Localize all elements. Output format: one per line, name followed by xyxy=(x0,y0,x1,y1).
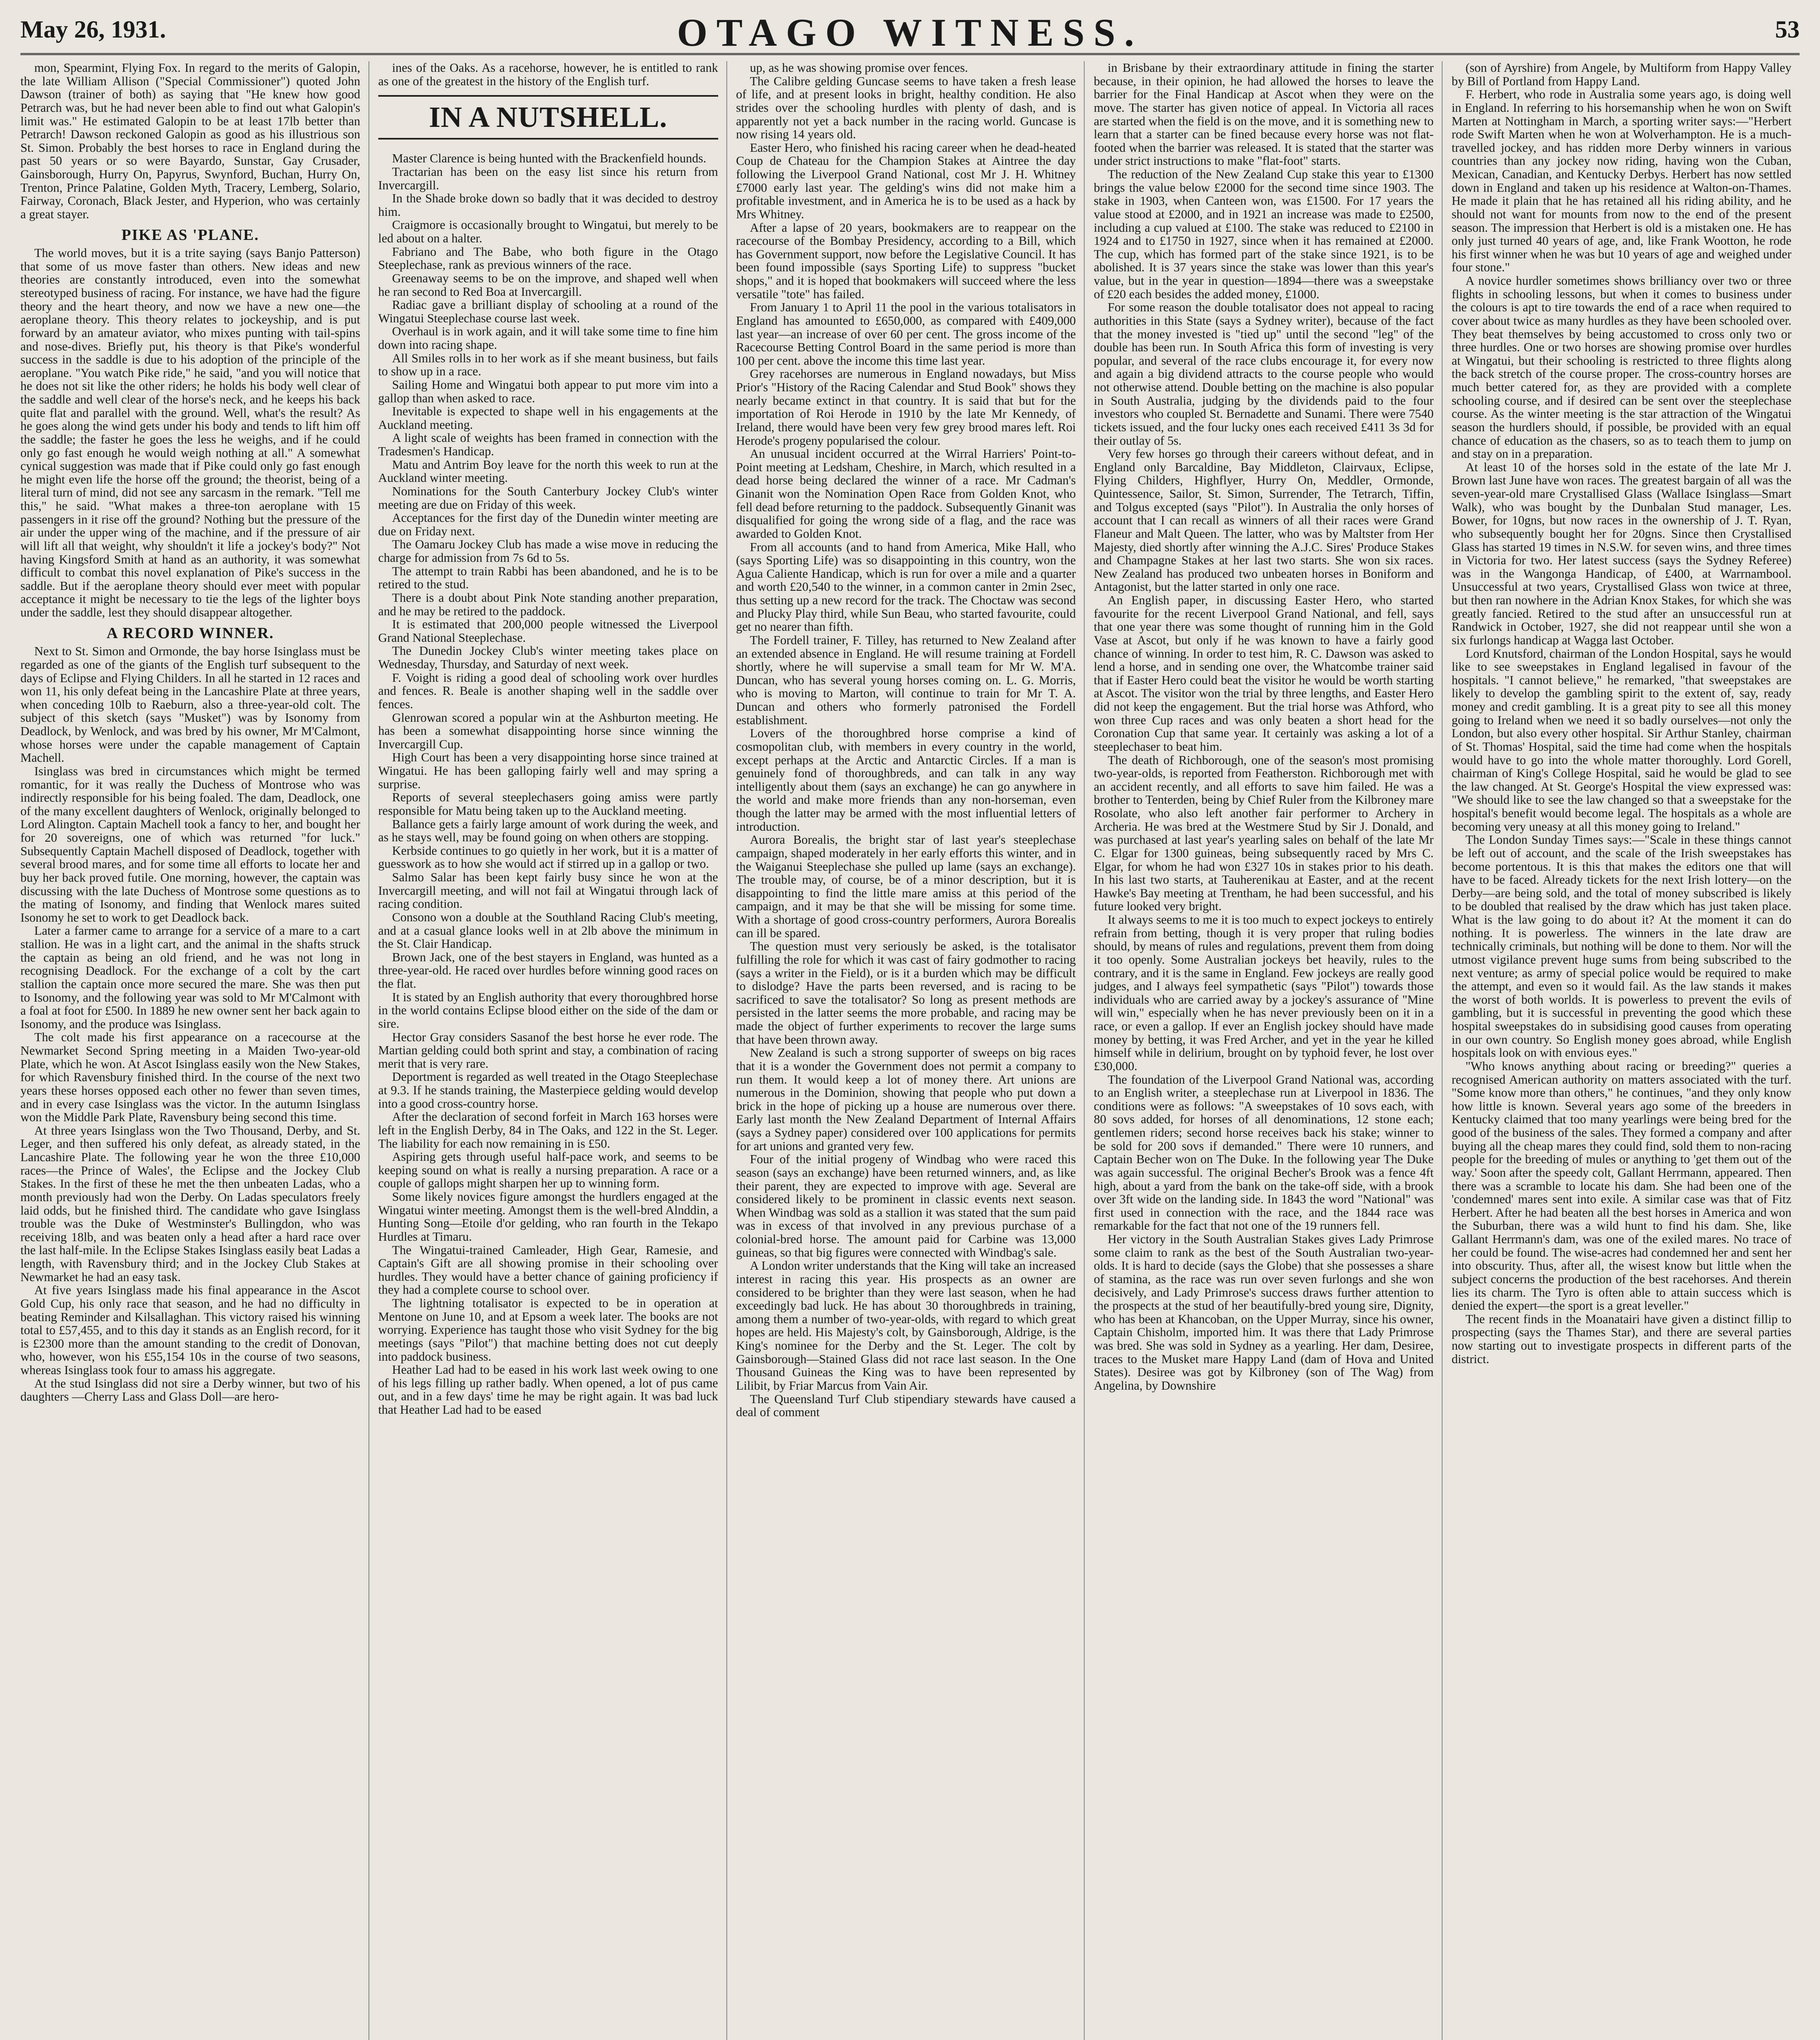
paragraph: Lovers of the thoroughbred horse comprise a kind of cosmopolitan club, with members in every country in the world, except perhaps at the Arctic and Antarctic Circles. If a man is genuinely fond of thoroughbreds, and can talk in any way intelligently about them (says an exchange) he can go anywhere in the world and make more friends than any non-horseman, even though the latter may be armed with the most influential letters of introduction. xyxy=(736,726,1076,834)
paragraph: Salmo Salar has been kept fairly busy since he won at the Invercargill meeting, and will not fail at Wingatui through lack of racing condition. xyxy=(378,870,718,911)
paragraph: Lord Knutsford, chairman of the London Hospital, says he would like to see sweepstakes in England legalised in favour of the hospitals. "I cannot believe," he remarked, "that sweepstakes are likely to develop the gambling spirit to the extent of, say, ready money and credit gambling. It is a great pity to see all this money going to Ireland when we need it so badly ourselves—not only the London, but also every other hospital. Sir Arthur Stanley, chairman of St. Thomas' Hospital, said the time had come when the hospitals would have to go into the whole matter thoroughly. Lord Gorell, chairman of King's College Hospital, said he would be glad to see the law changed. At St. George's Hospital the view expressed was: "We should like to see the law changed so that a sweepstake for the hospital's benefit would become legal. The hospitals as a whole are becoming very uneasy at all this money going to Ireland." xyxy=(1452,646,1791,834)
paragraph: An English paper, in discussing Easter Hero, who started favourite for the recent Liverpool Grand National, and fell, says that one year there was some thought of running him in the Gold Vase at Ascot, but only if he was known to have a fairly good chance of winning. In order to test him, R. C. Dawson was asked to lend a horse, and in sending one over, the Whatcombe trainer said that if Easter Hero could beat the visitor he would be worth starting at Ascot. The visitor won the trial by three lengths, and Easter Hero did not keep the engagement. But the trial horse was Athford, who won three Cup races and was only beaten a short head for the Coronation Cup that same year. It certainly was asking a lot of a steeplechaser to beat him. xyxy=(1094,593,1434,754)
paragraph: Consono won a double at the Southland Racing Club's meeting, and at a casual glance looks well in at 2lb above the minimum in the St. Clair Handicap. xyxy=(378,910,718,951)
col1-intro xyxy=(20,61,360,221)
col1-pike-article xyxy=(20,246,360,619)
paragraph: Isinglass was bred in circumstances which might be termed romantic, for it was really the Duchess of Montrose who was indirectly responsible for his being foaled. The dam, Deadlock, one of the many excellent daughters of Wenlock, originally belonged to Lord Alington. Captain Machell took a fancy to her, and bought her for 20 sovereigns, one of which was returned "for luck." Subsequently Captain Machell disposed of Deadlock, together with several brood mares, and for some time all efforts to locate her and buy her back proved futile. One morning, however, the captain was discussing with the late Duchess of Montrose some questions as to the mating of Isonomy, and finding that Wenlock mares suited Isonomy he set to work to get Deadlock back. xyxy=(20,764,360,925)
paragraph: Master Clarence is being hunted with the Brackenfield hounds. xyxy=(392,151,706,166)
paragraph: Glenrowan scored a popular win at the Ashburton meeting. He has been a somewhat disappointing horse since winning the Invercargill Cup. xyxy=(378,710,718,751)
heading-record-winner: A RECORD WINNER. xyxy=(107,624,274,642)
col1-record-article xyxy=(20,645,360,1404)
paragraph: The Fordell trainer, F. Tilley, has returned to New Zealand after an extended absence in England. He will resume training at Fordell shortly, where he will supervise a small team for Mr W. M'A. Duncan, who has several young horses coming on. L. G. Morris, who is moving to Marton, will continue to train for Mr T. A. Duncan and others who formerly patronised the Fordell establishment. xyxy=(736,633,1076,727)
paragraph: The attempt to train Rabbi has been abandoned, and he is to be retired to the stud. xyxy=(378,564,718,592)
column-5 xyxy=(1452,61,1800,2040)
heading-pike-as-plane: PIKE AS 'PLANE. xyxy=(121,226,260,244)
paragraph: The death of Richborough, one of the season's most promising two-year-olds, is reported from Featherston. Richborough met with an accident recently, and all efforts to save him failed. He was a brother to Tenterden, being by Chief Ruler from the Kilbroney mare Rosolate, who also left another fair performer to Archery in Archeria. He was bred at the Westmere Stud by Sir J. Donald, and was purchased at last year's yearling sales on behalf of the late Mr C. Elgar for 1300 guineas, being subsequently raced by Mrs C. Elgar, for whom he had won £327 10s in stakes prior to his death. In his last two starts, at Tauherenikau at Easter, and at the recent Hawke's Bay meeting at Trentham, he had been successful, and his future looked very bright. xyxy=(1094,753,1434,914)
paragraph: Ballance gets a fairly large amount of work during the week, and as he stays well, may be found going on when others are stopping. xyxy=(378,817,718,845)
paragraph: The London Sunday Times says:—"Scale in these things cannot be left out of account, and the scale of the Irish sweepstakes has become portentous. It is this that makes the editors one that will have to be faced. Already tickets for the next Irish lottery—on the Derby—are being sold, and the total of money subscribed is likely to be doubled that realised by the draw which has just taken place. What is the law going to do about it? At the moment it can do nothing. It is powerless. The winners in the late draw are technically criminals, but nothing will be done to them. Nor will the utmost vigilance prevent huge sums from being subscribed to the next venture; as army of special police would be required to make the attempt, and even so it would fail. As the law stands it makes the worst of both worlds. It is powerless to prevent the evils of gambling, but it is successful in preventing the good which these hospital sweepstakes do in subsidising good causes from operating in our own country. So English money goes abroad, while English hospitals look on with envious eyes." xyxy=(1452,833,1791,1060)
paragraph: Some likely novices figure amongst the hurdlers engaged at the Wingatui winter meeting. Amongst them is the well-bred Alnddin, a Hunting Song—Etoile d'or gelding, who ran fourth in the Tekapo Hurdles at Timaru. xyxy=(378,1190,718,1244)
paragraph: Brown Jack, one of the best stayers in England, was hunted as a three-year-old. He raced over hurdles before winning good races on the flat. xyxy=(378,950,718,991)
paragraph: Reports of several steeplechasers going amiss were partly responsible for Matu being taken up to the Auckland meeting. xyxy=(378,790,718,818)
paragraph: Fabriano and The Babe, who both figure in the Otago Steeplechase, rank as previous winners of the race. xyxy=(378,244,718,272)
column-1 xyxy=(20,61,369,2040)
paragraph: For some reason the double totalisator does not appeal to racing authorities in this State (says a Sydney writer), because of the fact that the money invested is "tied up" until the second "leg" of the double has been run. In South Africa this form of investing is very popular, and several of the race clubs encourage it, for every now and again a big dividend attracts to the course people who would not otherwise attend. Double betting on the machine is also popular in South Australia, judging by the dividends paid to the four investors who coupled St. Bernadette and Sunami. There were 7540 tickets issued, and the four lucky ones each received £411 3s 3d for their outlay of 5s. xyxy=(1094,300,1434,448)
paragraph: An unusual incident occurred at the Wirral Harriers' Point-to-Point meeting at Ledsham, Cheshire, in March, which resulted in a dead horse being declared the winner of a race. Mr Cadman's Ginanit won the Nomination Open Race from Golden Knot, who fell dead before returning to the paddock. Subsequently Ginanit was disqualified for going the wrong side of a flag, and the race was awarded to Golden Knot. xyxy=(736,447,1076,541)
article-columns xyxy=(20,61,1800,2040)
paragraph: The Wingatui-trained Camleader, High Gear, Ramesie, and Captain's Gift are all showing promise in their schooling over hurdles. They would have a better chance of gaining proficiency if they had a complete course to school over. xyxy=(378,1243,718,1297)
paragraph: Overhaul is in work again, and it will take some time to fine him down into racing shape. xyxy=(378,324,718,352)
paragraph: The colt made his first appearance on a racecourse at the Newmarket Second Spring meeting in a Maiden Two-year-old Plate, which he won. At Ascot Isinglass easily won the New Stakes, for which Ravensbury finished third. In the course of the next two years these horses opposed each other no fewer than seven times, and in every case Isinglass was the victor. In the autumn Isinglass won the Middle Park Plate, Ravensbury being second this time. xyxy=(20,1030,360,1124)
paragraph: ines of the Oaks. As a racehorse, however, he is entitled to rank as one of the greatest in the history of the English turf. xyxy=(378,61,718,88)
paragraph: It always seems to me it is too much to expect jockeys to entirely refrain from betting, though it is very proper that ruling bodies should, by means of rules and regulations, prevent them from doing it too openly. Some Australian jockeys bet heavily, rules to the contrary, and it is the same in England. Few jockeys are really good judges, and I always feel sympathetic (says "Pilot") towards those individuals who are carried away by a jockey's assurance of "Mine will win," especially when he has never previously been on it in a race, or even a gallop. If ever an English jockey should have made money by betting, it was Fred Archer, and yet in the year he killed himself while in delirium, brought on by typhoid fever, he lost over £30,000. xyxy=(1094,913,1434,1073)
paragraph: All Smiles rolls in to her work as if she meant business, but fails to show up in a race. xyxy=(378,351,718,379)
col4-items xyxy=(1094,61,1434,1393)
paragraph: Deportment is regarded as well treated in the Otago Steeplechase at 9.3. If he stands training, the Masterpiece gelding would develop into a good cross-country horse. xyxy=(378,1070,718,1111)
paragraph: F. Herbert, who rode in Australia some years ago, is doing well in England. In referring to his horsemanship when he won on Swift Marten at Nottingham in March, a sporting writer says:—"Herbert rode Swift Marten when he won at Wolverhampton. He is a much-travelled jockey, and has ridden more Derby winners in various countries than any jockey now riding, having won the Cuban, Mexican, Canadian, and Kentucky Derbys. Herbert has now settled down in England and taken up his residence at Walton-on-Thames. He made it plain that he has retained all his riding ability, and he should not want for mounts from now to the end of the present season. The impression that Herbert is old is a mistaken one. He has only just turned 40 years of age, and, like Frank Wootton, he rode his first winner when he was but 10 years of age and weighed under four stone." xyxy=(1452,87,1791,275)
paragraph: The Queensland Turf Club stipendiary stewards have caused a deal of comment xyxy=(736,1392,1076,1419)
masthead xyxy=(20,8,1800,55)
paragraph: Her victory in the South Australian Stakes gives Lady Primrose some claim to rank as the best of the South Australian two-year-olds. It is hard to decide (says the Globe) that she possesses a share of stamina, as the race was run over seven furlongs and she won decisively, and Lady Primrose's success draws further attention to the prospects at the stud of her beautifully-bred young sire, Dignity, who has been at Khancoban, on the Upper Murray, since his owner, Captain Chisholm, imported him. It was there that Lady Primrose was bred. She was sold in Sydney as a yearling. Her dam, Desiree, traces to the Musket mare Happy Land (dam of Hova and United States). Desiree was got by Kilbroney (son of The Wag) from Angelina, by Downshire xyxy=(1094,1232,1434,1393)
paragraph: Four of the initial progeny of Windbag who were raced this season (says an exchange) have been returned winners, and, as like their parent, they are expected to improve with age. Several are considered likely to be prominent in classic events next season. When Windbag was sold as a stallion it was stated that the sum paid was in excess of that involved in any previous purchase of a colonial-bred horse. The amount paid for Carbine was 13,000 guineas, so that big figures were connected with Windbag's sale. xyxy=(736,1152,1076,1259)
paragraph: From January 1 to April 11 the pool in the various totalisators in England has amounted to £650,000, as compared with £409,000 last year—an increase of over 60 per cent. The gross income of the Racecourse Betting Control Board in the same period is more than 100 per cent. above the income this time last year. xyxy=(736,300,1076,368)
paragraph: The foundation of the Liverpool Grand National was, according to an English writer, a steeplechase run at Liverpool in 1836. The conditions were as follows: "A sweepstakes of 10 sovs each, with 80 sovs added, for horses of all denominations, 12 stone each; gentlemen riders; second horse receives back his stake; winner to be sold for 200 sovs if demanded." There were 10 runners, and Captain Becher won on The Duke. In the following year The Duke was again successful. The original Becher's Brook was a fence 4ft high, about a yard from the bank on the take-off side, with a brook over 3ft wide on the landing side. In 1843 the word "National" was first used in connection with the race, and the 1844 race was remarkable for the fact that not one of the 19 runners fell. xyxy=(1094,1072,1434,1233)
paragraph: At three years Isinglass won the Two Thousand, Derby, and St. Leger, and then suffered his only defeat, as already stated, in the Lancashire Plate. The following year he won the three £10,000 races—the Prince of Wales', the Eclipse and the Jockey Club Stakes. In the first of these he met the then unbeaten Ladas, who a month previously had won the Derby. On Ladas speculators freely laid odds, but he finished third. The candidate who gave Isinglass trouble was the Duke of Westminster's Bullingdon, who was receiving 18lb, and was beaten only a head after a hard race over the last half-mile. In the Eclipse Stakes Isinglass easily beat Ladas a length, with Ravensbury third; and in the Jockey Club Stakes at Newmarket he had an easy task. xyxy=(20,1123,360,1284)
paragraph: Aurora Borealis, the bright star of last year's steeplechase campaign, shaped moderately in her early efforts this winter, and in the Waiganui Steeplechase she pulled up lame (says an exchange). The trouble may, of course, be of a minor description, but it is disappointing to find the little mare amiss at this period of the campaign, and it may be that she will be missing for some time. With a shortage of good cross-country performers, Aurora Borealis can ill be spared. xyxy=(736,833,1076,940)
paragraph: Kerbside continues to go quietly in her work, but it is a matter of guesswork as to how she would act if stirred up in a gallop or two. xyxy=(378,843,718,871)
paragraph: The Oamaru Jockey Club has made a wise move in reducing the charge for admission from 7s 6d to 5s. xyxy=(378,537,718,565)
paragraph: The lightning totalisator is expected to be in operation at Mentone on June 10, and at Epsom a week later. The books are not worrying. Experience has taught those who visit Sydney for the big meetings (says "Pilot") that machine betting does not cut deeply into paddock business. xyxy=(378,1296,718,1364)
paragraph: Craigmore is occasionally brought to Wingatui, but merely to be led about on a halter. xyxy=(378,218,718,246)
paragraph: At the stud Isinglass did not sire a Derby winner, but two of his daughters —Cherry Lass and Glass Doll—are hero- xyxy=(20,1376,360,1404)
paragraph: There is a doubt about Pink Note standing another preparation, and he may be retired to the paddock. xyxy=(378,590,718,618)
paragraph: Greenaway seems to be on the improve, and shaped well when he ran second to Red Boa at Invercargill. xyxy=(378,271,718,299)
paragraph: (son of Ayrshire) from Angele, by Multiform from Happy Valley by Bill of Portland from Happy Land. xyxy=(1452,61,1791,88)
paragraph: Easter Hero, who finished his racing career when he dead-heated Coup de Chateau for the Champion Stakes at Aintree the day following the Liverpool Grand National, cost Mr J. H. Whitney £7000 early last year. The gelding's wins did not make him a profitable investment, and in America he is to be used as a hack by Mrs Whitney. xyxy=(736,140,1076,221)
paragraph: The Calibre gelding Guncase seems to have taken a fresh lease of life, and at present looks in bright, healthy condition. He also strides over the schooling hurdles with plenty of dash, and is apparently not yet a back number in the racing world. Guncase is now rising 14 years old. xyxy=(736,74,1076,142)
paragraph: "Who knows anything about racing or breeding?" queries a recognised American authority on matters associated with the turf. "Some know more than others," he continues, "and they only know how little is known. Several years ago some of the breeders in Kentucky claimed that too many yearlings were being bred for the good of the business of the sales. They formed a company and after buying all the cheap mares they could find, sold them to non-racing people for the breeding of mules or anything to 'get them out of the way.' Soon after the speedy colt, Gallant Herrmann, appeared. Then there was a scramble to locate his dam. She had been one of the 'condemned' mares sent into exile. A similar case was that of Fitz Herbert. After he had beaten all the best horses in America and won the Suburban, there was a wild hunt to find his dam. She, like Gallant Herrmann's dam, was one of the exiled mares. No trace of her could be found. The wise-acres had condemned her and sent her into obscurity. Thus, after all, the wisest know but little when the subject concerns the production of the best racehorses. And therein lies its charm. The Tyro is often able to attain success which is denied the expert—the sport is a great leveller." xyxy=(1452,1059,1791,1313)
paragraph: A light scale of weights has been framed in connection with the Tradesmen's Handicap. xyxy=(378,431,718,459)
paragraph: in Brisbane by their extraordinary attitude in fining the starter because, in their opinion, he had allowed the horses to leave the barrier for the Final Handicap at Ascot when they were on the move. The starter has given notice of appeal. In Victoria all races are started when the field is on the move, and it is something new to learn that a starter can be fined because every horse was not flat-footed when the barrier was released. It is stated that the starter was under strict instructions to make "flat-foot" starts. xyxy=(1094,61,1434,168)
col2-continuation xyxy=(378,61,718,88)
paragraph: Nominations for the South Canterbury Jockey Club's winter meeting are due on Friday of this week. xyxy=(378,484,718,512)
paragraph: The recent finds in the Moanatairi have given a distinct fillip to prospecting (says the Thames Star), and there are several parties now starting out to investigate prospects in different parts of the district. xyxy=(1452,1312,1791,1366)
paragraph: It is estimated that 200,000 people witnessed the Liverpool Grand National Steeplechase. xyxy=(378,617,718,645)
issue-date: May 26, 1931. xyxy=(20,16,166,43)
paragraph: Sailing Home and Wingatui both appear to put more vim into a gallop than when asked to race. xyxy=(378,377,718,405)
paragraph: Tractarian has been on the easy list since his return from Invercargill. xyxy=(378,164,718,192)
page-number: 53 xyxy=(1775,16,1800,43)
headline-in-a-nutshell: IN A NUTSHELL. xyxy=(378,95,718,140)
paragraph: The Dunedin Jockey Club's winter meeting takes place on Wednesday, Thursday, and Saturday of next week. xyxy=(378,644,718,672)
paragraph: After a lapse of 20 years, bookmakers are to reappear on the racecourse of the Bombay Presidency, according to a Bill, which has Government support, now before the Legislative Council. It has been found impossible (says Sporting Life) to suppress "bucket shops," and it is hoped that bookmakers will succeed where the less versatile "tote" has failed. xyxy=(736,220,1076,301)
paragraph: The world moves, but it is a trite saying (says Banjo Patterson) that some of us move faster than others. New ideas and new theories are constantly introduced, even into the somewhat stereotyped business of racing. For instance, we have had the figure theory and the heart theory, and now we have a new one—the aeroplane theory. This theory relates to jockeyship, and is put forward by an amateur aviator, who mixes punting with tail-spins and nose-dives. Briefly put, his theory is that Pike's wonderful success in the saddle is due to his adoption of the principle of the aeroplane. "You watch Pike ride," he said, "and you will notice that he does not sit like the other riders; he holds his body well clear of the saddle and well clear of the horse's neck, and he keeps his back quite flat and parallel with the ground. Well, what's the result? As he goes along the wind gets under his body and tends to lift him off the saddle; the faster he goes the less he weighs, and if he could only go fast enough he would weigh nothing at all." A somewhat cynical suggestion was made that if Pike could only go fast enough he might even life the horse off the ground; the theorist, being of a literal turn of mind, did not see any sarcasm in the remark. "Tell me this," he said. "What makes a three-ton aeroplane with 15 passengers in it rise off the ground? Nothing but the pressure of the air under the upper wing of the machine, and if the pressure of air will lift all that weight, why shouldn't it life a jockey's body?" Not having Kingsford Smith at hand as an authority, it was somewhat difficult to combat this novel explanation of Pike's success in the saddle. But if the aeroplane theory should ever meet with popular acceptance it might be necessary to tie the legs of the lighter boys under the saddle, lest they should disappear altogether. xyxy=(20,246,360,620)
paragraph: In the Shade broke down so badly that it was decided to destroy him. xyxy=(378,191,718,219)
paragraph: It is stated by an English authority that every thoroughbred horse in the world contains Eclipse blood either on the side of the dam or sire. xyxy=(378,990,718,1031)
paragraph: Radiac gave a brilliant display of schooling at a round of the Wingatui Steeplechase course last week. xyxy=(378,298,718,325)
col3-items xyxy=(736,61,1076,1419)
paragraph: Later a farmer came to arrange for a service of a mare to a cart stallion. He was in a light cart, and the animal in the shafts struck the captain as being an old friend, and he was not long in recognising Deadlock. For the exchange of a colt by the cart stallion the captain once more secured the mare. She was then put to Isonomy, and the following year was sold to Mr M'Calmont with a foal at foot for £500. In 1889 he new owner sent her back again to Isonomy, and the produce was Isinglass. xyxy=(20,924,360,1031)
paragraph: High Court has been a very disappointing horse since trained at Wingatui. He has been galloping fairly well and may spring a surprise. xyxy=(378,750,718,791)
paragraph: mon, Spearmint, Flying Fox. In regard to the merits of Galopin, the late William Allison ("Special Commissioner") quoted John Dawson (trainer of both) as saying that "He knew how good Petrarch was, but he had never been able to find out what Galopin's limit was." He estimated Galopin to be at least 17lb better than Petrarch! Dawson reckoned Galopin as good as his illustrious son St. Simon. Probably the best horses to race in England during the past 50 years or so were Bayardo, Sunstar, Gay Crusader, Gainsborough, Hurry On, Papyrus, Swynford, Buchan, Hurry On, Trenton, Prince Palatine, Golden Myth, Tracery, Lemberg, Solario, Fairway, Coronach, Black Jester, and Hyperion, who was certainly a great stayer. xyxy=(20,61,360,221)
paragraph: The question must very seriously be asked, is the totalisator fulfilling the role for which it was cast of fairy godmother to racing (says a writer in the Field), or is it a burden which may be difficult to dislodge? Have the parts been reversed, and is racing to be sacrificed to save the totalisator? So long as present methods are persisted in the latter seems the more probable, and racing may be made the object of further experiments to recover the large sums that have been thrown away. xyxy=(736,939,1076,1047)
paragraph: A novice hurdler sometimes shows brilliancy over two or three flights in schooling lessons, but when it comes to business under the colours is apt to tire towards the end of a race when required to cover about twice as many hurdles as they have been schooled over. They beat themselves by being accustomed to cross only two or three hurdles. One or two horses are showing promise over hurdles at Wingatui, but their schooling is restricted to three flights along the back stretch of the course proper. The cross-country horses are much better catered for, as they are provided with a complete schooling course, and if desired can be sent over the steeplechase course. As the winter meeting is the star attraction of the Wingatui season the hurdlers should, if possible, be provided with an equal chance of education as the chasers, so as to teach them to jump on and stay on in a preparation. xyxy=(1452,274,1791,461)
col5-items xyxy=(1452,61,1791,1366)
paragraph: At least 10 of the horses sold in the estate of the late Mr J. Brown last June have won races. The greatest bargain of all was the seven-year-old mare Crystallised Glass (Wallace Isinglass—Smart Walk), who was bought by the Dunbalan Stud manager, Les. Bower, for 10gns, but now races in the ownership of J. T. Ryan, who subsequently bought her for 20gns. Since then Crystallised Glass has started 19 times in N.S.W. for seven wins, and three times in Victoria for two. Her latest success (says the Sydney Referee) was in the Wangonga Handicap, of £400, at Warrnambool. Unsuccessful at two years, Crystallised Glass won twice at three, but then ran nowhere in the Adrian Knox Stakes, for which she was greatly fancied. Retired to the stud after an unsuccessful run at Randwick in October, 1927, she did not reappear until she won a six furlongs handicap at Wagga last October. xyxy=(1452,460,1791,647)
paragraph: Very few horses go through their careers without defeat, and in England only Barcaldine, Bay Middleton, Clairvaux, Eclipse, Flying Childers, Highflyer, Hurry On, Meddler, Ormonde, Quintessence, Sailor, St. Simon, Surrender, The Tetrarch, Tiffin, and Tolgus excepted (says "Pilot"). In Australia the only horses of account that I can recall as winners of all their races were Grand Flaneur and Malt Queen. The latter, who was by Maltster from Her Majesty, died shortly after winning the A.J.C. Sires' Produce Stakes and Champagne Stakes at her last two starts. She won six races. New Zealand has produced two unbeaten horses in Boniform and Antagonist, but the latter started in only one race. xyxy=(1094,447,1434,594)
paragraph: The reduction of the New Zealand Cup stake this year to £1300 brings the value below £2000 for the second time since 1903. The stake in 1903, when Canteen won, was £1500. For 17 years the value stood at £2000, and in 1921 an increase was made to £2500, including a cup valued at £100. The stake was reduced to £2100 in 1924 and to £1750 in 1927, since when it has remained at £2000. The cup, which has formed part of the stake since 1921, is to be abolished. It is 37 years since the stake was lower than this year's value, but in the year in question—1894—there was a sweepstake of £20 each besides the added money, £1000. xyxy=(1094,167,1434,301)
paragraph: Next to St. Simon and Ormonde, the bay horse Isinglass must be regarded as one of the giants of the English turf subsequent to the days of Eclipse and Flying Childers. In all he started in 12 races and won 11, his only defeat being in the Lancashire Plate at three years, when conceding 10lb to Raeburn, also a three-year-old colt. The subject of this sketch (says "Musket") was by Isonomy from Deadlock, by Wenlock, and was bred by his owner, Mr M'Calmont, whose horses were under the capable management of Captain Machell. xyxy=(20,644,360,765)
column-4 xyxy=(1094,61,1443,2040)
paragraph: F. Voight is riding a good deal of schooling work over hurdles and fences. R. Beale is another shaping well in the saddle over fences. xyxy=(378,670,718,711)
newspaper-title: OTAGO WITNESS. xyxy=(677,11,1143,54)
paragraph: Matu and Antrim Boy leave for the north this week to run at the Auckland winter meeting. xyxy=(378,457,718,485)
col2-nutshell-items xyxy=(378,152,718,1416)
paragraph: A London writer understands that the King will take an increased interest in racing this year. His prospects as an owner are considered to be brighter than they were last season, when he had exceedingly bad luck. He has about 30 thoroughbreds in training, among them a number of two-year-olds, with regard to which great hopes are held. His Majesty's colt, by Gainsborough, Aldrige, is the King's nominee for the Derby and the St. Leger. The colt by Gainsborough—Stained Glass did not race last season. In the One Thousand Guineas the King was to have been represented by Lilibit, by Friar Marcus from Vain Air. xyxy=(736,1259,1076,1393)
paragraph: Heather Lad had to be eased in his work last week owing to one of his legs filling up rather badly. When opened, a lot of pus came out, and in a few days' time he may be right again. It was bad luck that Heather Lad had to be eased xyxy=(378,1363,718,1417)
paragraph: up, as he was showing promise over fences. xyxy=(750,61,968,75)
paragraph: At five years Isinglass made his final appearance in the Ascot Gold Cup, his only race that season, and he had no difficulty in beating Reminder and Kilsallaghan. This victory raised his winning total to £57,455, and to this day it stands as an English record, for it is £2300 more than the amount standing to the credit of Donovan, who, however, won his £55,154 10s in the course of two seasons, whereas Isinglass took four to amass his aggregate. xyxy=(20,1283,360,1377)
column-3 xyxy=(736,61,1085,2040)
paragraph: Aspiring gets through useful half-pace work, and seems to be keeping sound on what is really a nursing preparation. A race or a couple of gallops might sharpen her up to winning form. xyxy=(378,1150,718,1191)
paragraph: After the declaration of second forfeit in March 163 horses were left in the English Derby, 84 in The Oaks, and 122 in the St. Leger. The liability for each now remaining in is £50. xyxy=(378,1110,718,1151)
paragraph: From all accounts (and to hand from America, Mike Hall, who (says Sporting Life) was so disappointing in this country, won the Agua Caliente Handicap, which is run for over a mile and a quarter and worth £20,540 to the winner, in a common canter in 2min 2sec, thus setting up a new record for the track. The Choctaw was second and Plucky Play third, while Sun Beau, who started favourite, could get no nearer than fifth. xyxy=(736,540,1076,634)
paragraph: Inevitable is expected to shape well in his engagements at the Auckland meeting. xyxy=(378,404,718,432)
paragraph: Acceptances for the first day of the Dunedin winter meeting are due on Friday next. xyxy=(378,511,718,538)
paragraph: Grey racehorses are numerous in England nowadays, but Miss Prior's "History of the Racing Calendar and Stud Book" shows they nearly became extinct in that country. It is said that but for the importation of Roi Herode in 1910 by the late Mr Kennedy, of Ireland, there would have been very few grey brood mares left. Roi Herode's progeny popularised the colour. xyxy=(736,367,1076,448)
column-2 xyxy=(378,61,727,2040)
paragraph: Hector Gray considers Sasanof the best horse he ever rode. The Martian gelding could both sprint and stay, a combination of racing merit that is very rare. xyxy=(378,1030,718,1071)
paragraph: New Zealand is such a strong supporter of sweeps on big races that it is a wonder the Government does not permit a company to run them. It would keep a lot of money there. Art unions are numerous in the Dominion, showing that people who put down a brick in the hope of picking up a house are numerous over there. Early last month the New Zealand Department of Internal Affairs (says a Sydney paper) considered over 100 applications for permits for art unions and granted very few. xyxy=(736,1046,1076,1153)
